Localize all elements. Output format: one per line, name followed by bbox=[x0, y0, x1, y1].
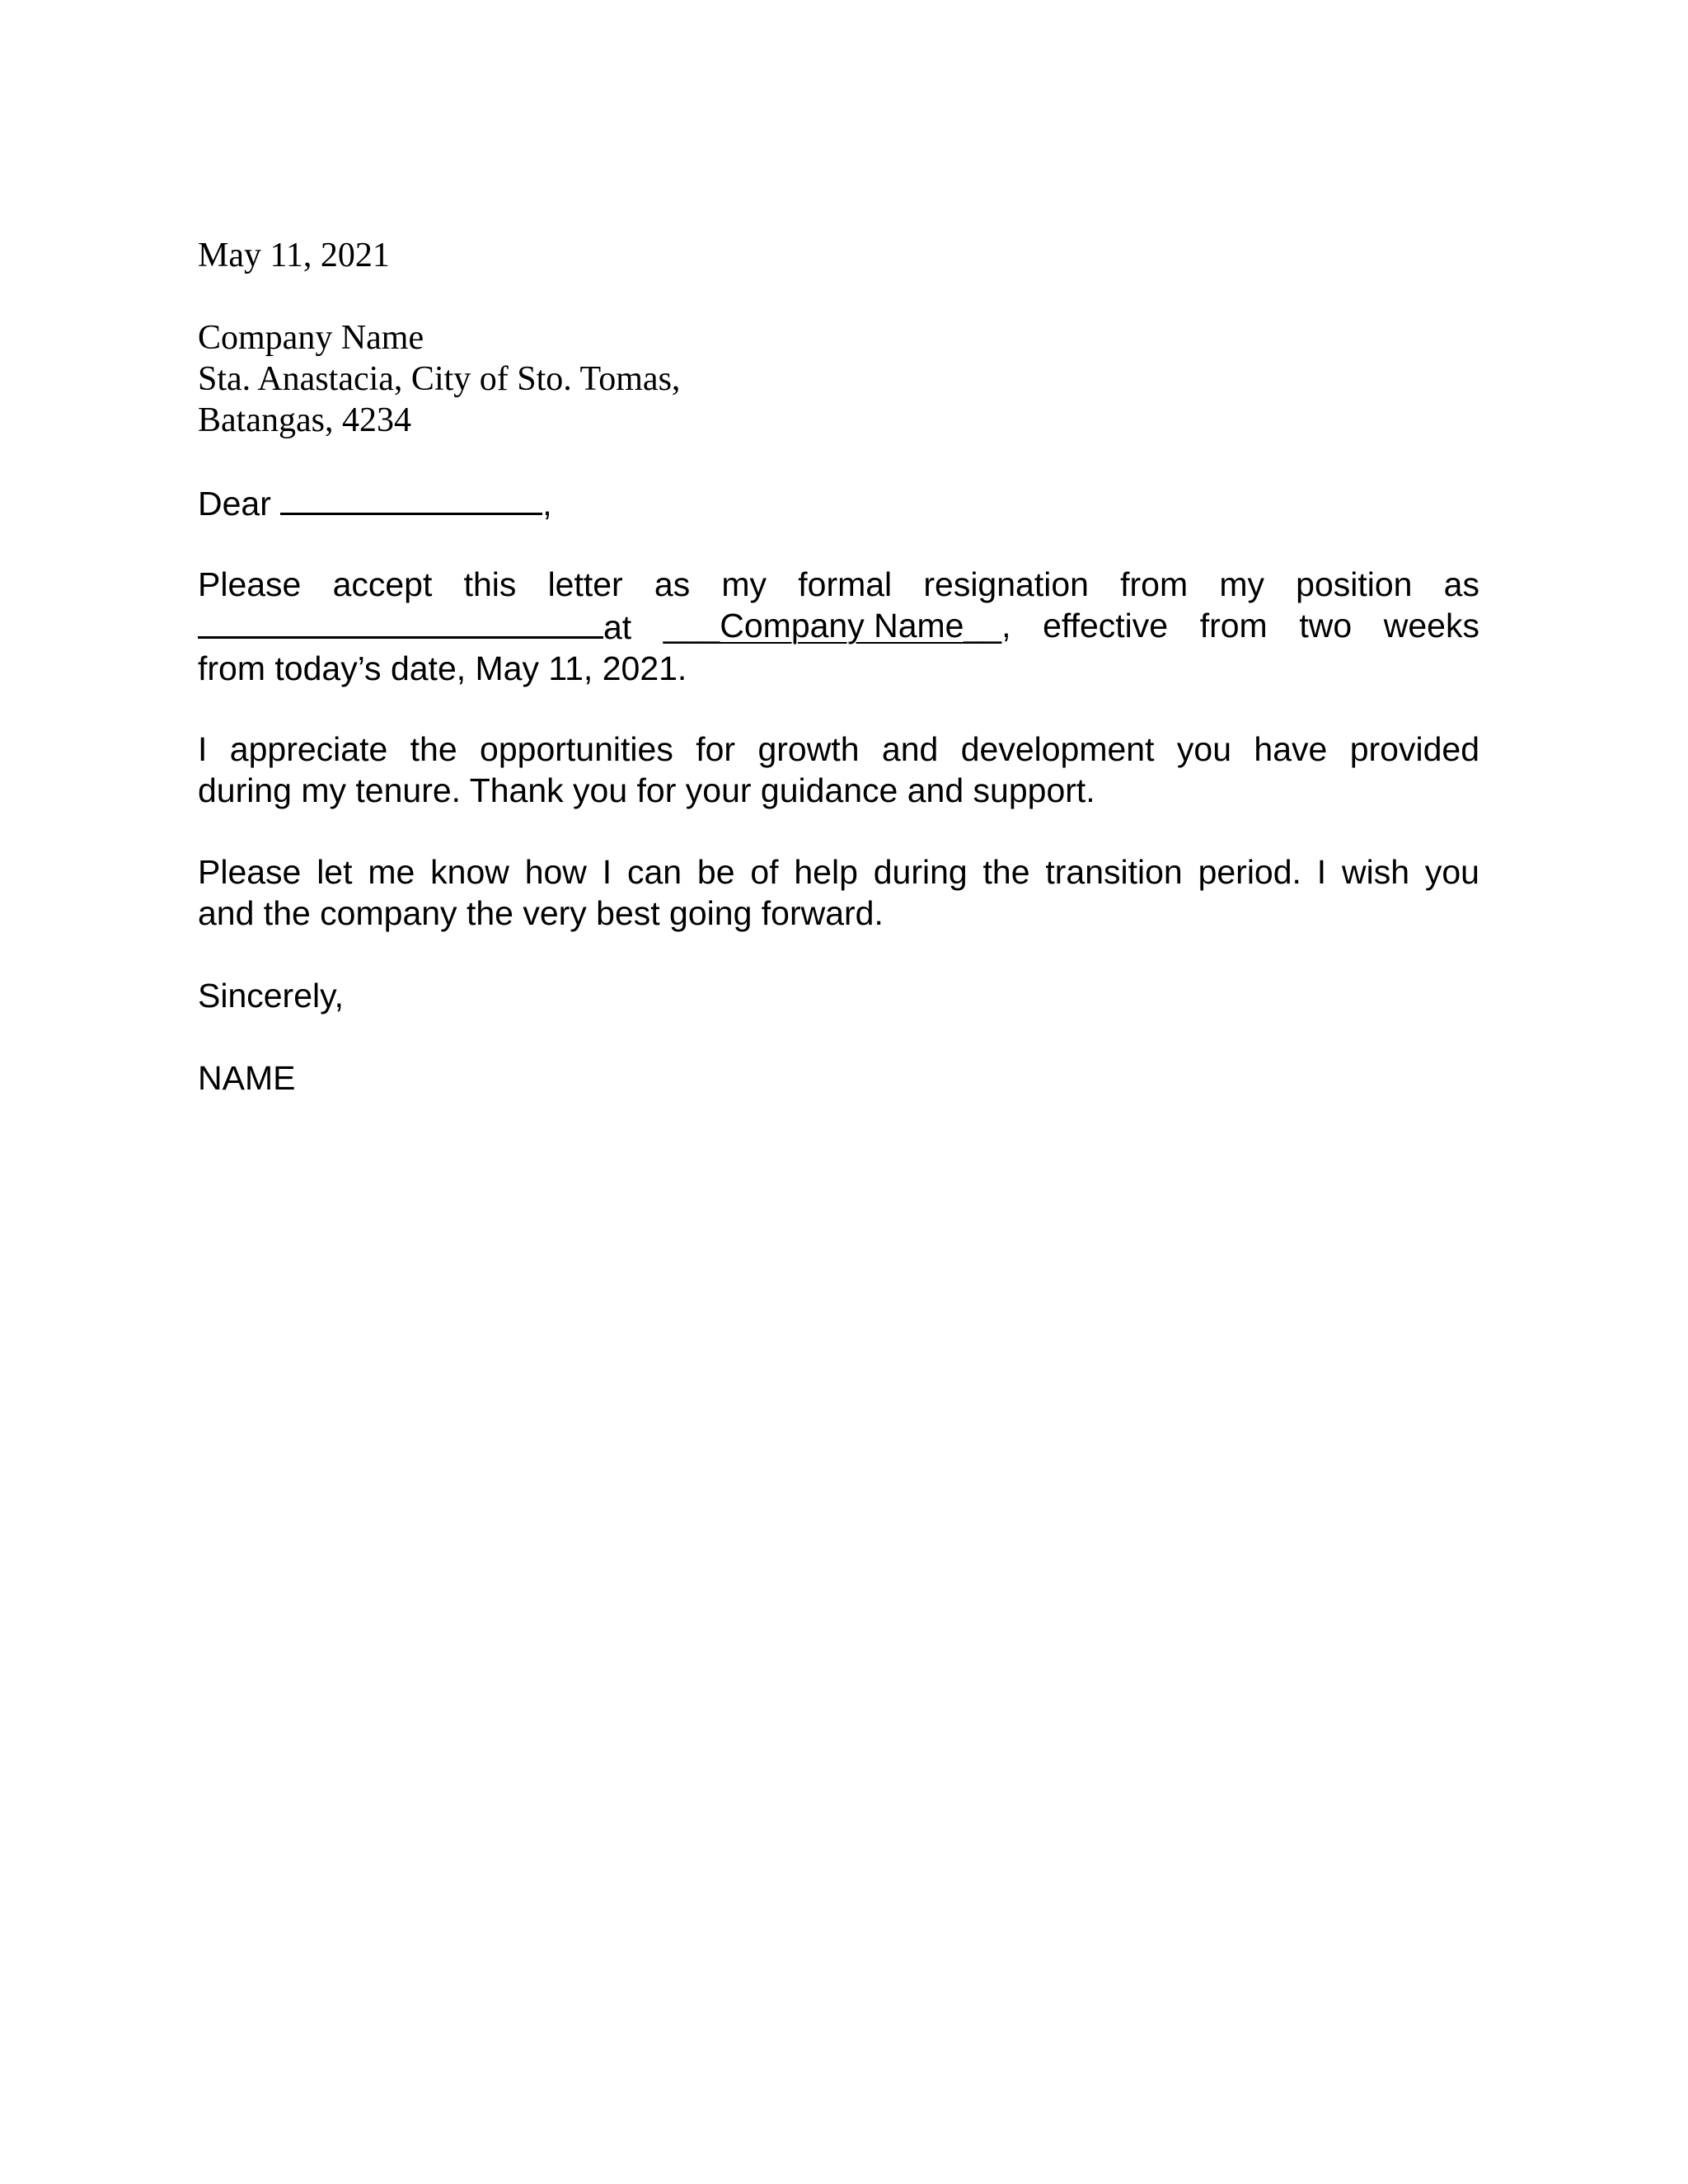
comma: , bbox=[1001, 607, 1011, 644]
word: as bbox=[1443, 565, 1479, 603]
company-name-underlined: Company Name bbox=[720, 607, 964, 644]
word: growth bbox=[757, 730, 860, 768]
word: know bbox=[430, 853, 509, 891]
word: let bbox=[316, 853, 353, 891]
salutation-prefix: Dear bbox=[198, 485, 271, 523]
word: from bbox=[1199, 607, 1268, 644]
company-name-field bbox=[663, 605, 1011, 648]
paragraph-transition bbox=[198, 851, 1479, 934]
word: of bbox=[750, 853, 779, 891]
word: as bbox=[654, 565, 691, 603]
word: for bbox=[696, 730, 736, 768]
word: and bbox=[881, 730, 939, 768]
word: transition bbox=[1045, 853, 1183, 891]
paragraph-line: during my tenure. Thank you for your guidance and support. bbox=[198, 771, 1095, 809]
word: I bbox=[602, 853, 612, 891]
word: development bbox=[960, 730, 1155, 768]
word: accept bbox=[332, 565, 433, 603]
word: from bbox=[1120, 565, 1189, 603]
word: wish bbox=[1342, 853, 1410, 891]
word: you bbox=[1176, 730, 1232, 768]
word: formal bbox=[798, 565, 893, 603]
word: my bbox=[1219, 565, 1264, 603]
position-blank bbox=[198, 605, 603, 639]
word: help bbox=[794, 853, 858, 891]
salutation bbox=[198, 481, 1479, 524]
paragraph-line: and the company the very best going forward. bbox=[198, 894, 884, 932]
word: position bbox=[1296, 565, 1413, 603]
word: be bbox=[696, 853, 735, 891]
paragraph-line bbox=[198, 729, 1479, 770]
word: can bbox=[626, 853, 682, 891]
underscore-trail: __ bbox=[964, 607, 1002, 644]
recipient-name-blank bbox=[280, 481, 542, 515]
paragraph-line bbox=[198, 605, 1479, 648]
word: me bbox=[368, 853, 415, 891]
paragraph-line bbox=[198, 564, 1479, 605]
closing: Sincerely, bbox=[198, 977, 344, 1015]
word: I bbox=[1316, 853, 1327, 891]
paragraph-line: from today’s date, May 11, 2021. bbox=[198, 649, 687, 687]
signature-name: NAME bbox=[198, 1059, 296, 1097]
word: Please bbox=[198, 565, 302, 603]
letter-date: May 11, 2021 bbox=[198, 237, 390, 274]
word: have bbox=[1254, 730, 1328, 768]
paragraph-line bbox=[198, 851, 1479, 893]
word: you bbox=[1424, 853, 1479, 891]
word: how bbox=[524, 853, 587, 891]
word: weeks bbox=[1383, 607, 1479, 644]
salutation-comma: , bbox=[542, 485, 552, 523]
word: I bbox=[198, 730, 208, 768]
word: appreciate bbox=[229, 730, 388, 768]
word: period. bbox=[1198, 853, 1301, 891]
word: my bbox=[721, 565, 767, 603]
word: this bbox=[463, 565, 517, 603]
word: provided bbox=[1349, 730, 1479, 768]
underscore-lead: ___ bbox=[663, 607, 720, 644]
paragraph-appreciation bbox=[198, 729, 1479, 811]
address-province-zip: Batangas, 4234 bbox=[198, 401, 411, 439]
word: effective bbox=[1043, 607, 1169, 644]
word: at bbox=[603, 608, 632, 646]
position-and-at bbox=[198, 605, 631, 648]
paragraph-resignation bbox=[198, 564, 1479, 689]
word: resignation bbox=[923, 565, 1089, 603]
word: opportunities bbox=[480, 730, 673, 768]
word: letter bbox=[547, 565, 623, 603]
address-company-name: Company Name bbox=[198, 319, 424, 357]
word: Please bbox=[198, 853, 302, 891]
recipient-address bbox=[198, 317, 1479, 441]
word: during bbox=[873, 853, 968, 891]
word: the bbox=[982, 853, 1030, 891]
word: the bbox=[410, 730, 457, 768]
word: two bbox=[1299, 607, 1353, 644]
address-street-city: Sta. Anastacia, City of Sto. Tomas, bbox=[198, 360, 681, 398]
